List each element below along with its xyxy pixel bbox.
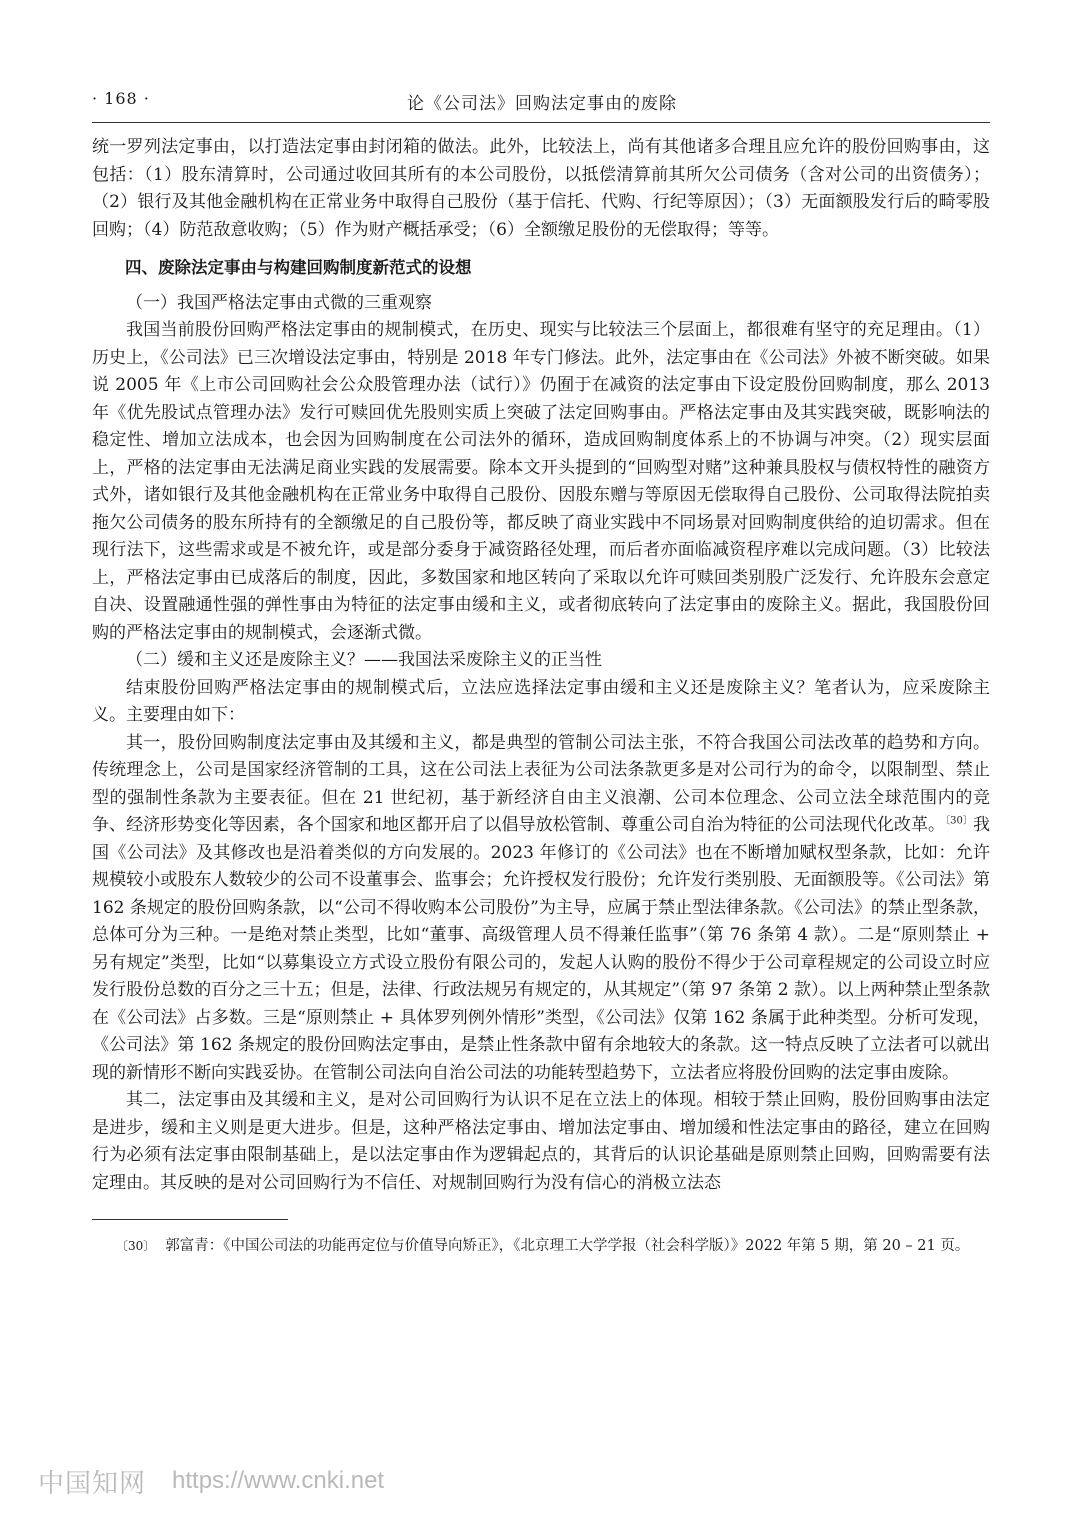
header-rule [92,122,990,123]
paragraph-text: 其一，股份回购制度法定事由及其缓和主义，都是典型的管制公司法主张，不符合我国公司法改革的趋势和方向。传统理念上，公司是国家经济管制的工具，这在公司法上表征为公司法条款更多是对公司行为的命令，以限制型、禁止型的强制性条款为主要表征。但在 21 世纪初，基于新经济自由主义浪潮、公司本位理念、公司立法全球范围内的竞争、经济形势变化等因素，各个国家和地区都开启了以倡导放松管制、尊重公司自治为特征的公司法现代化改革。 [92,732,990,835]
footnote-marker: 〔30〕 [116,1239,156,1253]
paragraph [92,730,990,1088]
footnote [92,1233,990,1259]
paragraph: 结束股份回购严格法定事由的规制模式后，立法应选择法定事由缓和主义还是废除主义？笔者认为，应采废除主义。主要理由如下： [92,677,990,725]
running-title: 论《公司法》回购法定事由的废除 [407,94,677,114]
paragraph: 其二，法定事由及其缓和主义，是对公司回购行为认识不足在立法上的体现。相较于禁止回购，股份回购事由法定是进步，缓和主义则是更大进步。但是，这种严格法定事由、增加法定事由、增加缓和性法定事由的路径，建立在回购行为必须有法定事由限制基础上，是以法定事由作为逻辑起点的，其背后的认识论基础是原则禁止回购，回购需要有法定理由。其反映的是对公司回购行为不信任、对规制回购行为没有信心的消极立法态 [92,1090,990,1193]
paragraph-continuation: 统一罗列法定事由，以打造法定事由封闭箱的做法。此外，比较法上，尚有其他诸多合理且应允许的股份回购事由，这包括：（1）股东清算时，公司通过收回其所有的本公司股份，以抵偿清算前其所欠公司债务（含对公司的出资债务）；（2）银行及其他金融机构在正常业务中取得自己股份（基于信托、代购、行纪等原因）；（3）无面额股发行后的畸零股回购；（4）防范敌意收购；（5）作为财产概括承受；（6）全额缴足股份的无偿取得；等等。 [92,137,990,240]
paragraph: 我国当前股份回购严格法定事由的规制模式，在历史、现实与比较法三个层面上，都很难有坚守的充足理由。（1）历史上，《公司法》已三次增设法定事由，特别是 2018 年专门修法。此外，法定事由在《公司法》外被不断突破。如果说 2005 年《上市公司回购社会公众股管理办法（试行）》仍囿于在减资的法定事由下设定股份回购制度，那么 2013 年《优先股试点管理办法》发行可赎回优先股则实质上突破了法定回购事由。严格法定事由及其实践突破，既影响法的稳定性、增加立法成本，也会因为回购制度在公司法外的循环，造成回购制度体系上的不协调与冲突。（2）现实层面上，严格的法定事由无法满足商业实践的发展需要。除本文开头提到的“回购型对赌”这种兼具股权与债权特性的融资方式外，诸如银行及其他金融机构在正常业务中取得自己股份、因股东赠与等原因无偿取得自己股份、公司取得法院拍卖拖欠公司债务的股东所持有的全额缴足的自己股份等，都反映了商业实践中不同场景对回购制度供给的迫切需求。但在现行法下，这些需求或是不被允许，或是部分委身于减资路径处理，而后者亦面临减资程序难以完成问题。（3）比较法上，严格法定事由已成落后的制度，因此，多数国家和地区转向了采取以允许可赎回类别股广泛发行、允许股东会意定自决、设置融通性强的弹性事由为特征的法定事由缓和主义，或者彻底转向了法定事由的废除主义。据此，我国股份回购的严格法定事由的规制模式，会逐渐式微。 [92,320,990,643]
footnote-text: 郭富青：《中国公司法的功能再定位与价值导向矫正》，《北京理工大学学报（社会科学版）》2022 年第 5 期，第 20 – 21 页。 [165,1238,970,1254]
subsection-heading: （二）缓和主义还是废除主义？——我国法采废除主义的正当性 [126,650,602,670]
watermark [38,1463,384,1499]
cnki-logo: 中国知网 [38,1468,147,1499]
footnote-rule [92,1219,288,1220]
footnote-reference[interactable]: 〔30〕 [945,815,974,827]
article-body [92,134,990,1197]
section-heading: 四、废除法定事由与构建回购制度新范式的设想 [125,258,472,277]
running-header [92,89,992,117]
watermark-url: https://www.cnki.net [172,1467,385,1494]
paragraph-text: 我国《公司法》及其修改也是沿着类似的方向发展的。2023 年修订的《公司法》也在不断增加赋权型条款，比如：允许规模较小或股东人数较少的公司不设董事会、监事会；允许授权发行股份；允许发行类别股、无面额股等。《公司法》第 162 条规定的股份回购条款，以“公司不得收购本公司股份”为主导，应属于禁止型法律条款。《公司法》的禁止型条款，总体可分为三种。一是绝对禁止类型，比如“董事、高级管理人员不得兼任监事”（第 76 条第 4 款）。二是“原则禁止 + 另有规定”类型，比如“以募集设立方式设立股份有限公司的，发起人认购的股份不得少于公司章程规定的公司设立时应发行股份总数的百分之三十五；但是，法律、行政法规另有规定的，从其规定”（第 97 条第 2 款）。以上两种禁止型条款在《公司法》占多数。三是“原则禁止 + 具体罗列例外情形”类型，《公司法》仅第 162 条属于此种类型。分析可发现，《公司法》第 162 条规定的股份回购法定事由，是禁止性条款中留有余地较大的条款。这一特点反映了立法者可以就出现的新情形不断向实践妥协。在管制公司法向自治公司法的功能转型趋势下，立法者应将股份回购的法定事由废除。 [92,815,991,1083]
page-number: · 168 · [92,89,150,108]
subsection-heading: （一）我国严格法定事由式微的三重观察 [126,292,432,313]
